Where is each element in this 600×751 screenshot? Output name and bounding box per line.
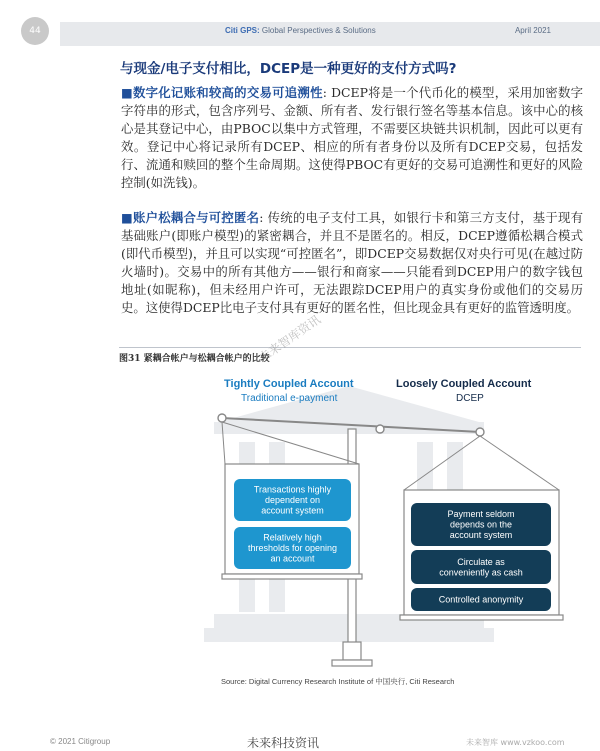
right-box-text: Circulate as: [457, 556, 505, 567]
paragraph-lead: 账户松耦合与可控匿名: [132, 210, 260, 225]
footer-publisher: 未来科技资讯: [247, 736, 320, 750]
page-number-badge: 44: [21, 17, 49, 45]
right-boxes: [411, 503, 551, 611]
header-subtitle: Global Perspectives & Solutions: [261, 26, 376, 35]
figure-caption: 图31 紧耦合帐户与松耦合帐户的比较: [119, 354, 270, 364]
left-box-text: thresholds for opening: [247, 543, 338, 553]
paragraph-body: : DCEP将是一个代币化的模型，采用加密数字字符串的形式，包含序列号、金额、所有者、发行银行签名等基本信息。该中心的核心是其登记中心，由PBOC以集中方式管理，不需要区块链共识机制，因此可以更有效。登记中心将记录所有DCEP、相应的所有者身份以及所有DCEP交易，包括发行、流通和赎回的整个生命周期。这使得PBOC有更好的交易可追溯性和更好的风险控制(如洗钱)。: [121, 85, 583, 190]
figure-divider: [119, 347, 581, 348]
right-subtitle: DCEP: [456, 393, 484, 404]
figure-source: Source: Digital Currency Research Institute of 中国央行, Citi Research: [221, 677, 455, 686]
header-date: April 2021: [514, 26, 551, 35]
bullet-icon: ■: [121, 85, 133, 100]
right-string: [404, 436, 480, 490]
bullet-icon: ■: [121, 210, 133, 225]
left-box-text: an account: [270, 553, 315, 564]
right-box-text: Controlled anonymity: [438, 594, 524, 605]
left-pan-base: [222, 574, 362, 579]
right-box-text: Payment seldom: [447, 509, 515, 519]
paragraph-lead: 数字化记账和较高的交易可追溯性: [132, 85, 323, 100]
watermark: 未来智库资讯: [256, 312, 324, 366]
left-subtitle: Traditional e-payment: [241, 393, 338, 404]
paragraph-anonymity: [121, 209, 583, 317]
right-title: Loosely Coupled Account: [396, 378, 532, 390]
right-string: [480, 436, 559, 490]
balance-scale-figure: [119, 364, 581, 684]
right-box-text: account system: [449, 530, 513, 540]
paragraph-body: : 传统的电子支付工具，如银行卡和第三方支付，基于现有基础账户(即账户模型)的紧密耦合，并且不是匿名的。相反，DCEP遵循松耦合模式(即代币模型)，并且可以实现“可控匿名”，即DCEP交易数据仅对央行可见(在越过防火墙时)。交易中的所有其他方——银行和商家——只能看到DCEP用户的数字钱包地址(如昵称)，但未经用户许可，无法跟踪DCEP用户的真实身份或他们的交易历史。这使得DCEP比电子支付具有更好的匿名性，但比现金具有更好的监管透明度。: [121, 210, 583, 315]
paragraph-traceability: [121, 84, 583, 192]
left-box-text: Relatively high: [263, 532, 322, 543]
footer-copyright: © 2021 Citigroup: [50, 737, 111, 746]
page-header: [0, 0, 600, 46]
left-box-text: account system: [261, 505, 324, 516]
header-title: [225, 26, 376, 35]
right-box-text: depends on the: [449, 519, 513, 530]
footer-right-text: 未来智库 www.vzkoo.com: [466, 738, 565, 747]
right-box-text: conveniently as cash: [439, 567, 523, 578]
right-pivot: [476, 428, 484, 436]
beam-pivot: [376, 425, 384, 433]
right-pan-base: [400, 615, 563, 620]
left-pivot: [218, 414, 226, 422]
left-box-text: Transactions highly: [253, 484, 332, 495]
left-box-text: dependent on: [264, 495, 321, 505]
section-heading: 与现金/电子支付相比，DCEP是一种更好的支付方式吗?: [120, 61, 457, 77]
header-brand: Citi GPS:: [225, 26, 260, 35]
left-title: Tightly Coupled Account: [224, 378, 354, 390]
